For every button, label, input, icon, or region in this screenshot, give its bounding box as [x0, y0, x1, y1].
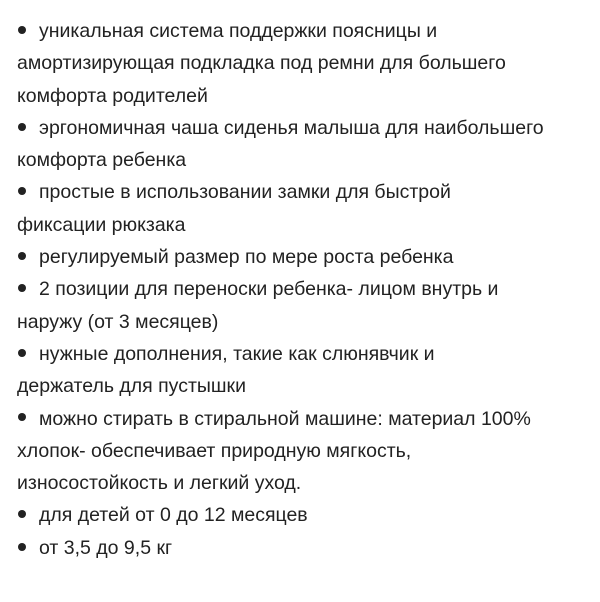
- list-item-text: наружу (от 3 месяцев): [17, 310, 219, 333]
- list-item-text: фиксации рюкзака: [17, 213, 186, 236]
- list-item-text: простые в использовании замки для быстрой: [39, 181, 451, 204]
- bullet-icon: [17, 241, 39, 273]
- bullet-icon: [17, 15, 39, 47]
- list-item: [17, 176, 600, 241]
- bullet-icon: [17, 403, 39, 435]
- list-item: [17, 403, 600, 500]
- list-item-text: амортизирующая подкладка под ремни для большего: [17, 52, 506, 75]
- list-item-text: от 3,5 до 9,5 кг: [39, 536, 173, 559]
- feature-list: [17, 15, 600, 564]
- bullet-icon: [17, 112, 39, 144]
- list-item-text: комфорта ребенка: [17, 149, 187, 172]
- list-item: [17, 532, 600, 564]
- list-item-text: износостойкость и легкий уход.: [17, 472, 302, 495]
- list-item-text: можно стирать в стиральной машине: материал 100%: [39, 407, 531, 430]
- bullet-icon: [17, 273, 39, 305]
- list-item-text: уникальная система поддержки поясницы и: [39, 20, 438, 42]
- list-item-text: комфорта родителей: [17, 84, 208, 107]
- list-item-text: нужные дополнения, такие как слюнявчик и: [39, 342, 435, 365]
- bullet-icon: [17, 499, 39, 531]
- list-item-text: для детей от 0 до 12 месяцев: [39, 504, 308, 527]
- list-item: [17, 112, 600, 177]
- list-item-text: эргономичная чаша сиденья малыша для наибольшего: [39, 116, 544, 139]
- list-item-text: 2 позиции для переноски ребенка- лицом внутрь и: [39, 278, 499, 301]
- list-item: [17, 241, 600, 273]
- list-item: [17, 338, 600, 403]
- bullet-icon: [17, 176, 39, 208]
- list-item: [17, 15, 600, 112]
- bullet-icon: [17, 532, 39, 564]
- list-item-text: хлопок- обеспечивает природную мягкость,: [17, 439, 412, 462]
- list-item-text: держатель для пустышки: [17, 375, 246, 398]
- list-item: [17, 273, 600, 338]
- list-item-text: регулируемый размер по мере роста ребенка: [39, 246, 454, 269]
- list-item: [17, 499, 600, 531]
- bullet-icon: [17, 338, 39, 370]
